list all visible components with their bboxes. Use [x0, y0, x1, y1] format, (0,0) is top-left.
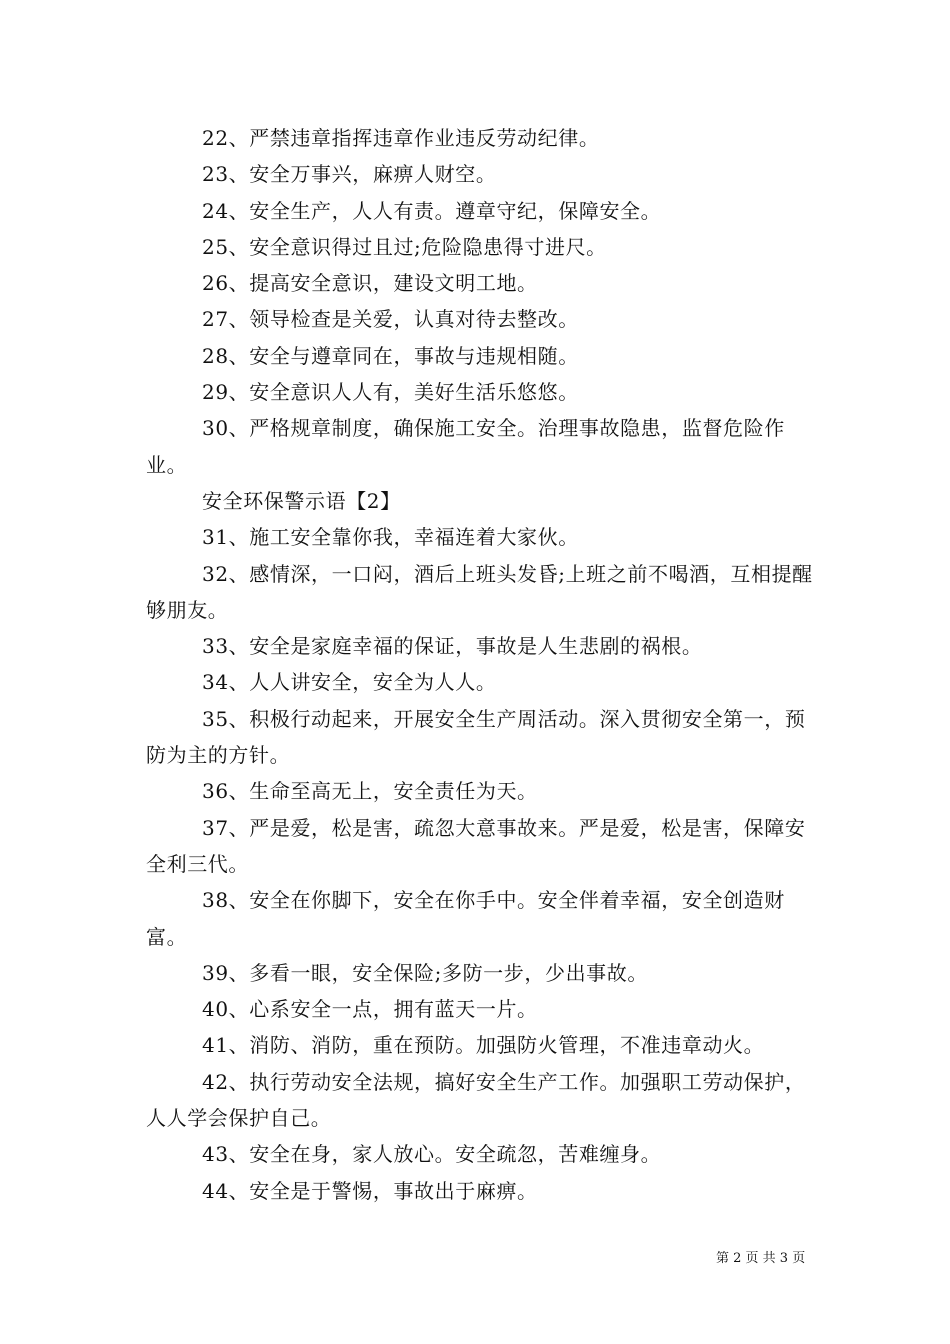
page-number-footer: 第 2 页 共 3 页 — [716, 1251, 806, 1266]
paragraph-40: 40、心系安全一点，拥有蓝天一片。 — [202, 997, 538, 1022]
paragraph-30: 30、严格规章制度，确保施工安全。治理事故隐患，监督危险作业。 — [146, 416, 785, 477]
paragraph-43: 43、安全在身，家人放心。安全疏忽，苦难缠身。 — [202, 1142, 662, 1167]
paragraph-35: 35、积极行动起来，开展安全生产周活动。深入贯彻安全第一，预防为主的方针。 — [146, 706, 806, 768]
paragraph-39: 39、多看一眼，安全保险;多防一步，少出事故。 — [202, 960, 648, 985]
paragraph-29: 29、安全意识人人有，美好生活乐悠悠。 — [202, 380, 579, 405]
paragraph-37: 37、严是爱，松是害，疏忽大意事故来。严是爱，松是害，保障安全利三代。 — [146, 815, 806, 876]
paragraph-31: 31、施工安全靠你我，幸福连着大家伙。 — [202, 525, 579, 550]
paragraph-23: 23、安全万事兴，麻痹人财空。 — [202, 162, 497, 187]
paragraph-41: 41、消防、消防，重在预防。加强防火管理，不准违章动火。 — [202, 1033, 765, 1058]
paragraph-28: 28、安全与遵章同在，事故与违规相随。 — [202, 343, 579, 368]
paragraph-24: 24、安全生产，人人有责。遵章守纪，保障安全。 — [202, 198, 662, 223]
paragraph-44: 44、安全是于警惕，事故出于麻痹。 — [202, 1178, 538, 1203]
document-body — [146, 120, 816, 1209]
paragraph-27: 27、领导检查是关爱，认真对待去整改。 — [202, 307, 579, 332]
paragraph-32: 32、感情深，一口闷，酒后上班头发昏;上班之前不喝酒，互相提醒够朋友。 — [146, 561, 813, 622]
paragraph-34: 34、人人讲安全，安全为人人。 — [202, 670, 497, 695]
section-heading: 安全环保警示语【2】 — [202, 488, 401, 513]
paragraph-38: 38、安全在你脚下，安全在你手中。安全伴着幸福，安全创造财富。 — [146, 888, 785, 949]
paragraph-36: 36、生命至高无上，安全责任为天。 — [202, 779, 538, 804]
paragraph-42: 42、执行劳动安全法规，搞好安全生产工作。加强职工劳动保护，人人学会保护自己。 — [146, 1069, 806, 1131]
paragraph-25: 25、安全意识得过且过;危险隐患得寸进尺。 — [202, 234, 607, 259]
paragraph-33: 33、安全是家庭幸福的保证，事故是人生悲剧的祸根。 — [202, 634, 703, 659]
paragraph-26: 26、提高安全意识，建设文明工地。 — [202, 271, 538, 296]
paragraph-22: 22、严禁违章指挥违章作业违反劳动纪律。 — [202, 126, 600, 150]
